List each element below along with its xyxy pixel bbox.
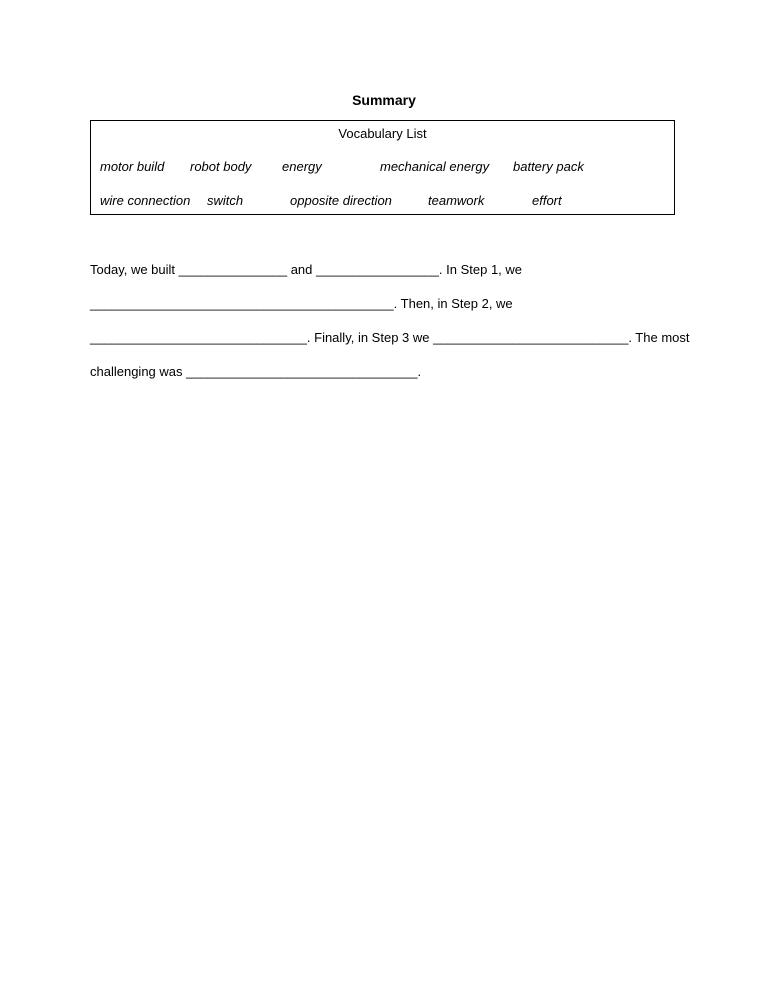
vocab-term-teamwork: teamwork — [428, 193, 485, 208]
vocabulary-box — [90, 120, 675, 215]
vocab-term-mechanical-energy: mechanical energy — [380, 159, 490, 174]
vocabulary-heading: Vocabulary List — [338, 126, 427, 141]
vocab-term-switch: switch — [207, 193, 244, 208]
summary-line-4: challenging was ________________________________. — [90, 364, 422, 379]
vocab-term-battery-pack: battery pack — [513, 159, 584, 174]
vocab-term-wire-connection: wire connection — [100, 193, 191, 208]
vocab-term-energy: energy — [282, 159, 322, 174]
summary-line-1: Today, we built _______________ and _________________. In Step 1, we — [90, 262, 523, 277]
vocab-term-opposite-direction: opposite direction — [290, 193, 392, 208]
page-title: Summary — [352, 92, 416, 108]
vocab-term-robot-body: robot body — [190, 159, 252, 174]
summary-line-3: ______________________________. Finally, in Step 3 we ___________________________. The most — [90, 330, 690, 345]
vocab-term-effort: effort — [532, 193, 562, 208]
vocab-term-motor-build: motor build — [100, 159, 165, 174]
summary-line-2: __________________________________________. Then, in Step 2, we — [90, 296, 513, 311]
